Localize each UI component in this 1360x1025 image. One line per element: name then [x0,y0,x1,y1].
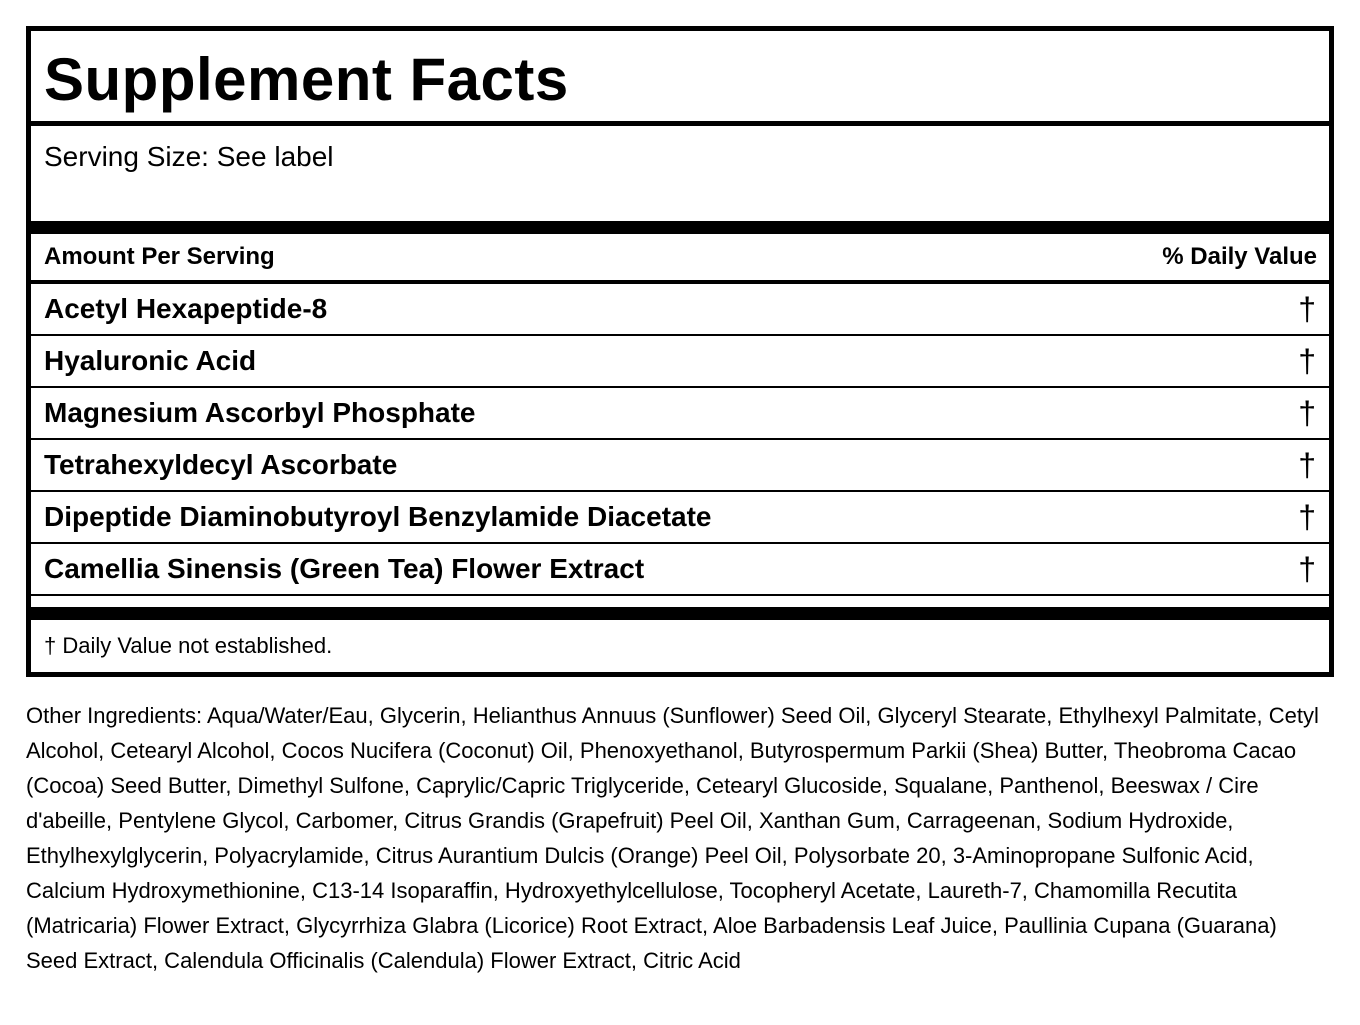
ingredient-daily-value: † [1298,498,1316,535]
ingredient-name: Camellia Sinensis (Green Tea) Flower Extract [44,553,645,584]
ingredient-row [31,440,1329,492]
ingredient-name: Tetrahexyldecyl Ascorbate [44,449,398,480]
ingredient-name: Hyaluronic Acid [44,345,257,376]
footnote: † Daily Value not established. [44,633,333,658]
ingredient-name: Magnesium Ascorbyl Phosphate [44,397,476,428]
ingredient-row [31,336,1329,388]
thick-divider [31,221,1329,234]
ingredient-row [31,492,1329,544]
ingredient-row [31,388,1329,440]
title-section [31,31,1329,126]
ingredient-daily-value: † [1298,550,1316,587]
ingredient-row [31,284,1329,336]
ingredient-name: Acetyl Hexapeptide-8 [44,293,328,324]
ingredient-daily-value: † [1298,394,1316,431]
ingredient-row [31,544,1329,596]
other-ingredients: Other Ingredients: Aqua/Water/Eau, Glycerin, Helianthus Annuus (Sunflower) Seed Oil, Glyceryl Stearate, Ethylhexyl Palmitate, Cetyl Alcohol, Cetearyl Alcohol, Cocos Nucifera (Coconut) Oil, Phenoxyethanol, Butyrospermum Parkii (Shea) Butter, Theobroma Cacao (Cocoa) Seed Butter, Dimethyl Sulfone, Caprylic/Capric Triglyceride, Cetearyl Glucoside, Squalane, Panthenol, Beeswax / Cire d'abeille, Pentylene Glycol, Carbomer, Citrus Grandis (Grapefruit) Peel Oil, Xanthan Gum, Carrageenan, Sodium Hydroxide, Ethylhexylglycerin, Polyacrylamide, Citrus Aurantium Dulcis (Orange) Peel Oil, Polysorbate 20, 3-Aminopropane Sulfonic Acid, Calcium Hydroxymethionine, C13-14 Isoparaffin, Hydroxyethylcellulose, Tocopheryl Acetate, Laureth-7, Chamomilla Recutita (Matricaria) Flower Extract, Glycyrrhiza Glabra (Licorice) Root Extract, Aloe Barbadensis Leaf Juice, Paullinia Cupana (Guarana) Seed Extract, Calendula Officinalis (Calendula) Flower Extract, Citric Acid [26,703,1319,973]
ingredient-daily-value: † [1298,342,1316,379]
ingredient-name: Dipeptide Diaminobutyroyl Benzylamide Diacetate [44,501,712,532]
thick-divider [31,607,1329,620]
serving-size: Serving Size: See label [44,141,334,172]
ingredient-daily-value: † [1298,446,1316,483]
column-header-row [31,234,1329,284]
panel-title: Supplement Facts [44,46,569,113]
amount-per-serving-header: Amount Per Serving [44,243,275,270]
supplement-facts-panel [26,26,1334,677]
row-spacer [31,596,1329,607]
daily-value-header: % Daily Value [1162,243,1317,270]
ingredient-daily-value: † [1298,290,1316,327]
